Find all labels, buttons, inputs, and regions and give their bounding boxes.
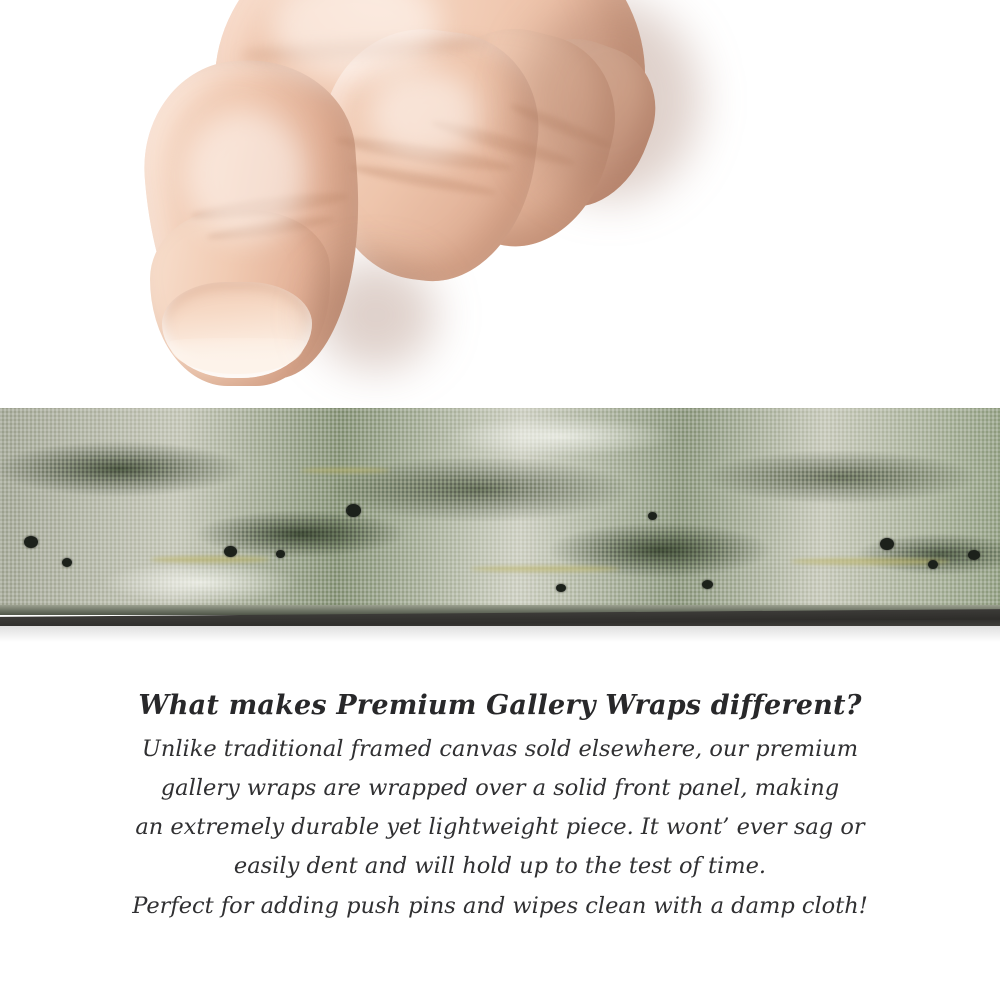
caption-line: easily dent and will hold up to the test of time. <box>233 852 767 879</box>
drop-shadow <box>0 620 1000 642</box>
artwork-speck <box>702 580 713 589</box>
caption-block <box>0 690 1000 929</box>
caption-heading: What makes Premium Gallery Wraps different? <box>138 690 862 721</box>
artwork-speck <box>24 536 38 548</box>
artwork-speck <box>62 558 72 567</box>
artwork-speck <box>276 550 285 558</box>
caption-closing-line: Perfect for adding push pins and wipes clean with a damp cloth! <box>132 893 868 920</box>
caption-line: gallery wraps are wrapped over a solid front panel, making <box>160 774 840 801</box>
canvas-wrap-strip <box>0 408 1000 626</box>
hand-photo-region <box>0 0 1000 410</box>
canvas-weave-texture <box>0 408 1000 611</box>
skin-highlight <box>370 70 480 160</box>
artwork-speck <box>648 512 657 520</box>
artwork-speck <box>880 538 894 550</box>
artwork-speck <box>346 504 361 517</box>
caption-line: an extremely durable yet lightweight piece. It wont’ ever sag or <box>135 813 865 840</box>
artwork-streak <box>150 556 270 563</box>
skin-highlight <box>186 110 306 240</box>
artwork-speck <box>224 546 237 557</box>
artwork-speck <box>928 560 938 569</box>
artwork-speck <box>556 584 566 592</box>
skin-shadow <box>316 260 436 370</box>
caption-body <box>0 733 1000 923</box>
hand <box>120 0 640 410</box>
caption-line: Unlike traditional framed canvas sold elsewhere, our premium <box>141 736 859 762</box>
skin-shadow <box>520 0 700 200</box>
artwork-streak <box>470 566 620 572</box>
artwork-streak <box>300 468 390 473</box>
artwork-speck <box>968 550 980 560</box>
artwork-streak <box>790 558 950 565</box>
